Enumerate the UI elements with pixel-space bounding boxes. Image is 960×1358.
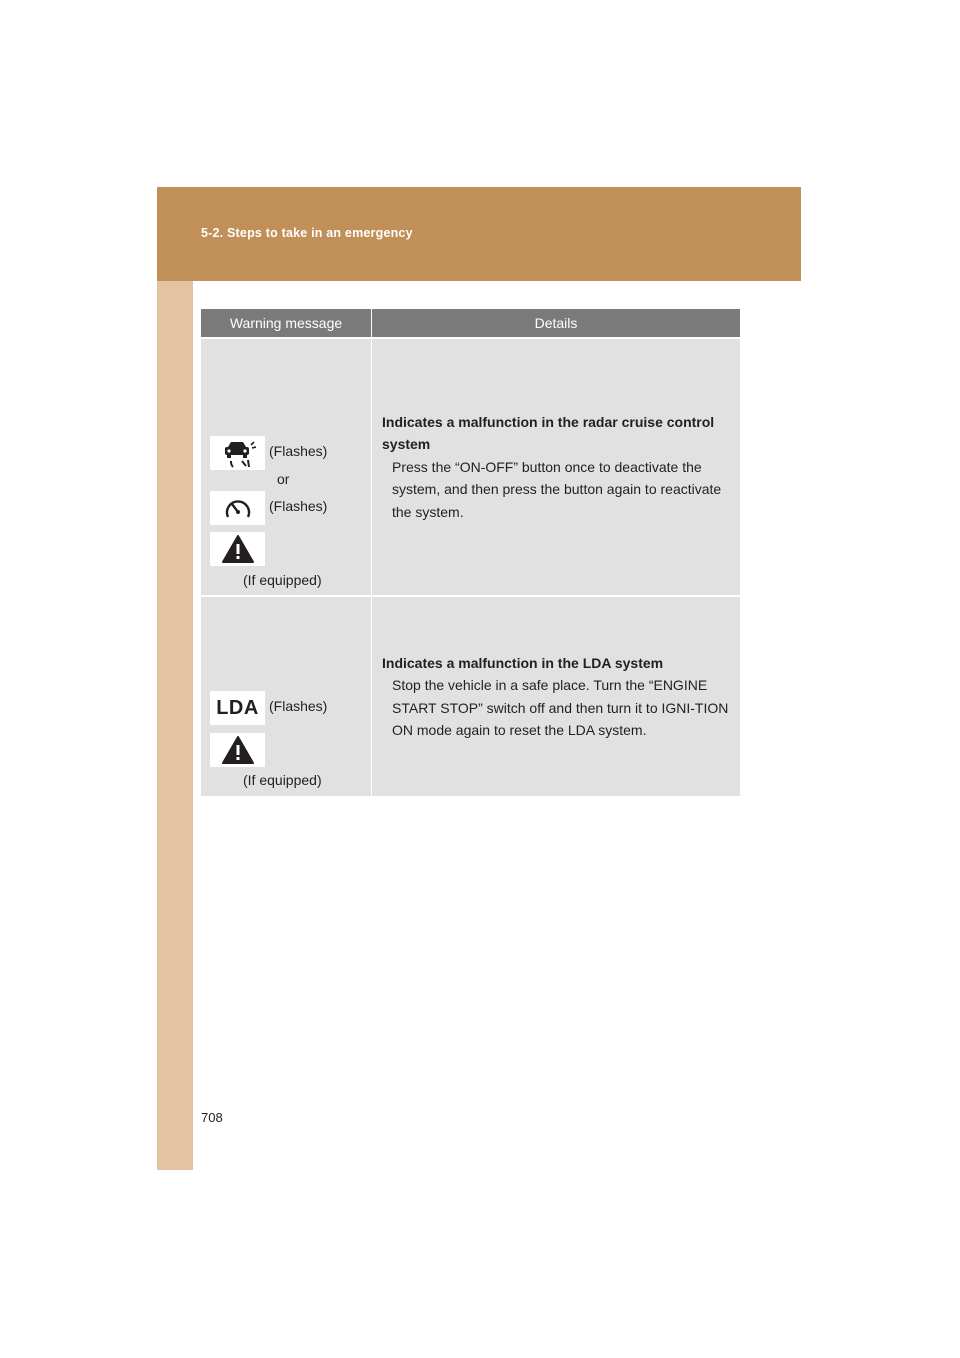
lda-icon [210, 691, 265, 725]
lda-icon-text: LDA [216, 696, 259, 719]
malfunction-title: Indicates a malfunction in the radar cruise control system [382, 413, 715, 453]
section-title: 5-2. Steps to take in an emergency [201, 226, 413, 240]
flashes-label: (Flashes) [269, 498, 328, 514]
warning-cell [201, 596, 372, 796]
warning-triangle-icon [210, 733, 265, 767]
page-number: 708 [201, 1110, 223, 1125]
table-row [201, 596, 740, 796]
warning-table [201, 309, 740, 796]
warning-triangle-icon [210, 532, 265, 566]
warning-cell [201, 338, 372, 596]
if-equipped-label: (If equipped) [243, 772, 322, 788]
flashes-label: (Flashes) [269, 443, 328, 459]
malfunction-text: Stop the vehicle in a safe place. Turn the “ENGINE START STOP” switch off and then turn it to IGNI-TION ON mode again to reset the LDA system. [392, 677, 729, 738]
if-equipped-label: (If equipped) [243, 572, 322, 588]
column-header-warning: Warning message [201, 309, 372, 338]
details-cell [372, 596, 741, 796]
column-header-details: Details [372, 309, 741, 338]
side-strip [157, 281, 193, 1170]
details-cell [372, 338, 741, 596]
or-label: or [277, 471, 290, 487]
speedometer-icon [210, 491, 265, 525]
table-header-row [201, 309, 740, 338]
malfunction-text: Press the “ON-OFF” button once to deactivate the system, and then press the button again to reactivate the system. [392, 458, 722, 520]
table-row [201, 338, 740, 596]
flashes-label: (Flashes) [269, 698, 328, 714]
radar-cruise-malfunction-icon [210, 436, 265, 470]
malfunction-title: Indicates a malfunction in the LDA system [382, 654, 664, 671]
